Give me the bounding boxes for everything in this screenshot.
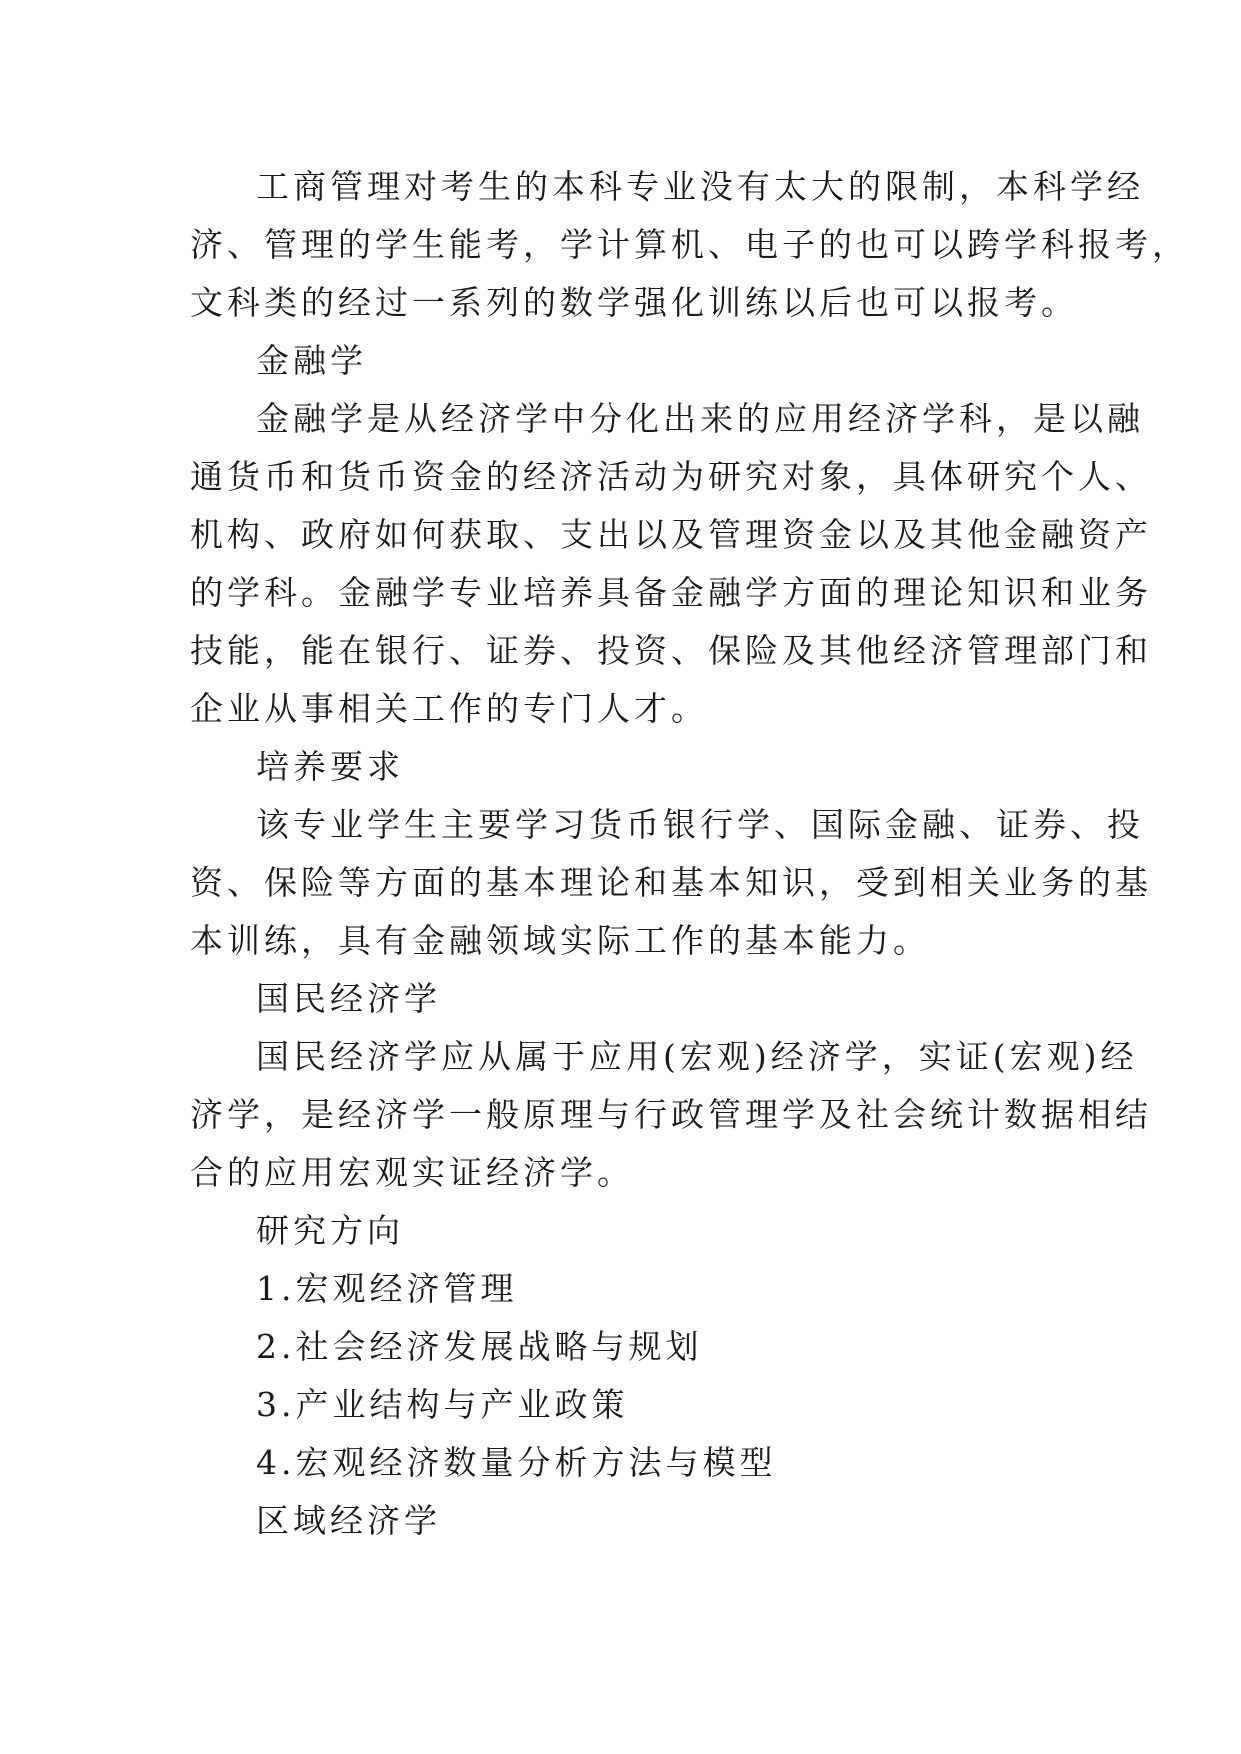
paragraph-line: 该专业学生主要学习货币银行学、国际金融、证券、投 [256,805,1144,844]
section-heading: 金融学 [256,341,367,380]
paragraph-line: 国民经济学应从属于应用(宏观)经济学，实证(宏观)经 [256,1037,1138,1076]
section-heading: 区域经济学 [256,1501,441,1540]
paragraph-line: 技能，能在银行、证券、投资、保险及其他经济管理部门和 [190,631,1152,670]
document-body [190,158,1189,1550]
paragraph-line: 资、保险等方面的基本理论和基本知识，受到相关业务的基 [190,863,1152,902]
paragraph-line: 的学科。金融学专业培养具备金融学方面的理论知识和业务 [190,573,1152,612]
paragraph-line: 企业从事相关工作的专门人才。 [190,689,708,728]
section-heading: 研究方向 [256,1211,404,1250]
paragraph-line: 机构、政府如何获取、支出以及管理资金以及其他金融资产 [190,515,1152,554]
paragraph-line: 济学，是经济学一般原理与行政管理学及社会统计数据相结 [190,1095,1152,1134]
paragraph-line: 金融学是从经济学中分化出来的应用经济学科，是以融 [256,399,1144,438]
list-item: 3.产业结构与产业政策 [256,1385,629,1424]
section-heading: 培养要求 [256,747,404,786]
paragraph-line: 济、管理的学生能考，学计算机、电子的也可以跨学科报考， [190,225,1189,264]
paragraph-line: 文科类的经过一系列的数学强化训练以后也可以报考。 [190,283,1078,322]
paragraph-line: 工商管理对考生的本科专业没有太大的限制，本科学经 [256,167,1144,206]
paragraph-line: 通货币和货币资金的经济活动为研究对象，具体研究个人、 [190,457,1152,496]
list-item: 4.宏观经济数量分析方法与模型 [256,1443,777,1482]
section-heading: 国民经济学 [256,979,441,1018]
paragraph-line: 本训练，具有金融领域实际工作的基本能力。 [190,921,930,960]
paragraph-line: 合的应用宏观实证经济学。 [190,1153,634,1192]
list-item: 1.宏观经济管理 [256,1269,518,1308]
list-item: 2.社会经济发展战略与规划 [256,1327,703,1366]
